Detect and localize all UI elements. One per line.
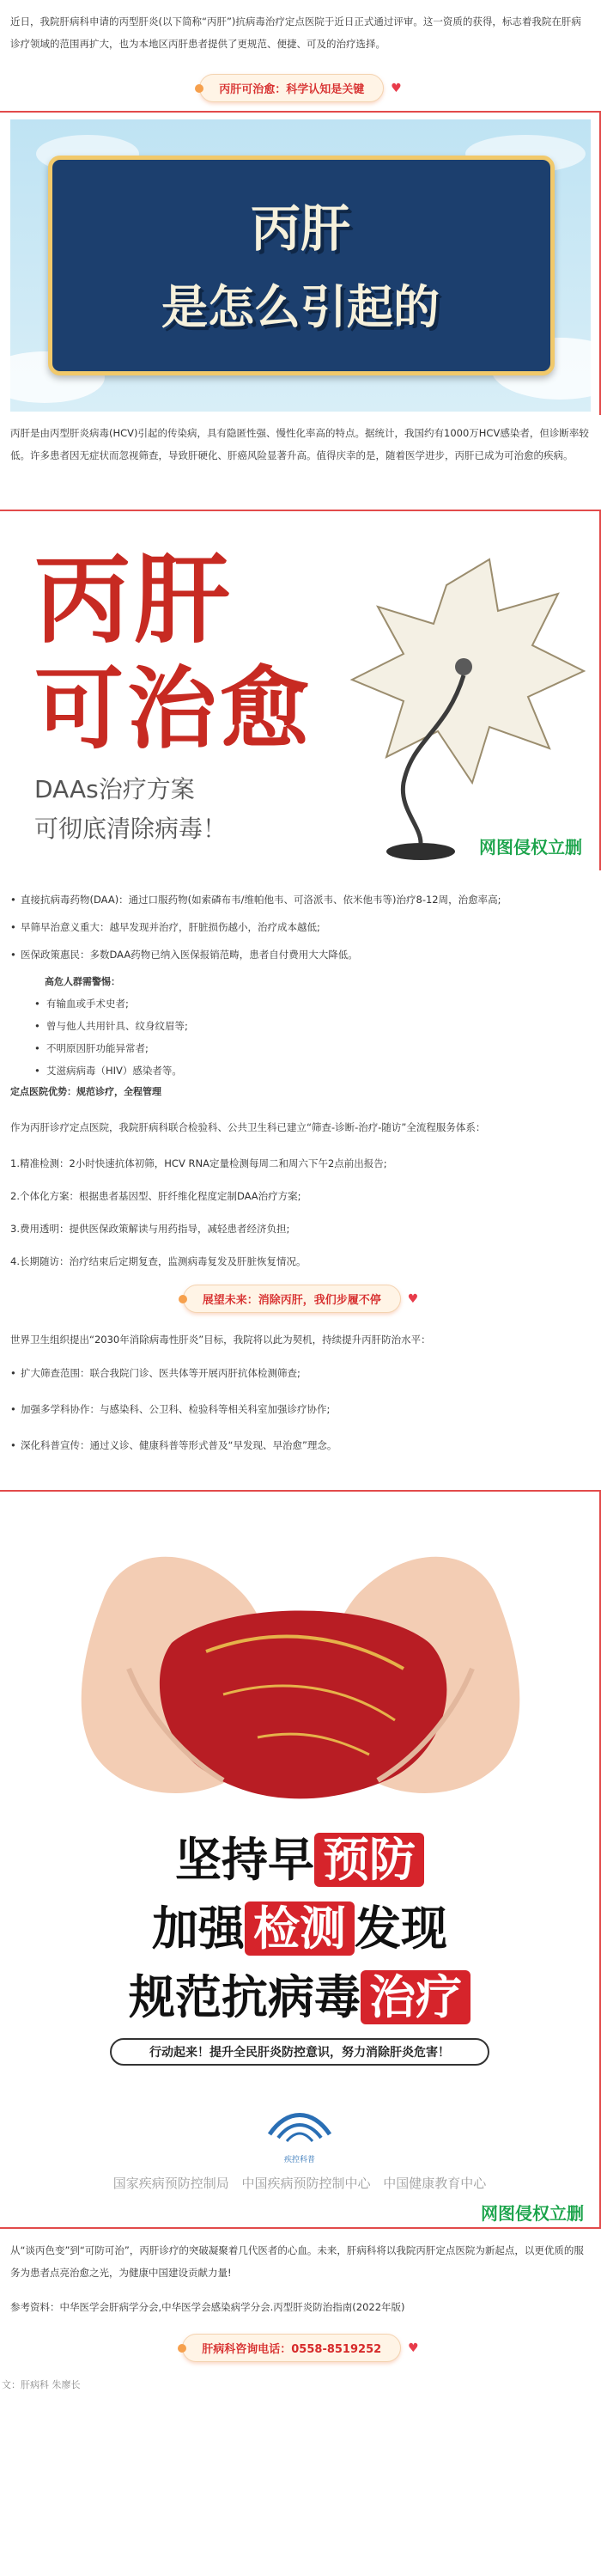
banner-frame-1 xyxy=(0,111,601,415)
phone-pill: 肝病科咨询电话：0558-8519252 xyxy=(182,2334,401,2362)
risk-title: 高危人群需警惕： xyxy=(45,976,120,987)
org-name: 中国疾病预防控制中心 xyxy=(241,2176,371,2191)
heart-icon: ♥ xyxy=(408,2341,419,2355)
hcv-paragraph: 丙肝是由丙型肝炎病毒(HCV)引起的传染病，具有隐匿性强、慢性化率高的特点。据统计，我国约有1000万HCV感染者，但诊断率较低。许多患者因无症状而忽视筛查，导致肝硬化、肝癌风险显著升高。值得庆幸的是，随着医学进步，丙肝已成为可治愈的疾病。 xyxy=(10,427,589,461)
risk-group xyxy=(0,972,601,992)
watermark-text: 网图侵权立删 xyxy=(479,837,582,858)
poster-text: 加强 xyxy=(152,1901,245,1956)
list-item: • 不明原因肝功能异常者; xyxy=(34,1037,601,1059)
list-item: • 艾滋病病毒（HIV）感染者等。 xyxy=(34,1059,601,1082)
numbered-item: 2.个体化方案：根据患者基因型、肝纤维化程度定制DAA治疗方案; xyxy=(10,1190,301,1202)
poster-text: 发现 xyxy=(355,1901,447,1956)
poster-text: 坚持早 xyxy=(175,1833,314,1887)
poster-frame xyxy=(0,1490,601,2229)
reference-line: 参考资料：中华医学会肝病学分会,中华医学会感染病学分会.丙型肝炎防治指南(2022年版) xyxy=(10,2301,405,2313)
poster-line-1 xyxy=(0,1823,599,1889)
hands-liver-icon xyxy=(0,1497,599,1823)
poster-text: 规范抗病毒 xyxy=(129,1970,361,2024)
curable-title-2: 可治愈 xyxy=(34,656,313,761)
advantage-title: 定点医院优势：规范诊疗，全程管理 xyxy=(10,1086,161,1097)
list-item: • 早筛早治意义重大：越早发现并治疗，肝脏损伤越小，治疗成本越低; xyxy=(10,917,591,937)
goal-paragraph: 世界卫生组织提出“2030年消除病毒性肝炎”目标，我院将以此为契机，持续提升丙肝防治水平： xyxy=(10,1334,431,1346)
logo-caption: 疾控科普 xyxy=(283,2156,315,2164)
list-item: • 加强多学科协作：与感染科、公卫科、检验科等相关科室加强诊疗协作; xyxy=(10,1399,591,1419)
intro-paragraph: 近日，我院肝病科申请的丙型肝炎(以下简称“丙肝”)抗病毒治疗定点医院于近日正式通过评审。这一资质的获得，标志着我院在肝病诊疗领域的范围再扩大，也为本地区丙肝患者提供了更规范、便捷、可及的治疗选择。 xyxy=(10,15,581,50)
watermark-text: 网图侵权立删 xyxy=(481,2203,584,2224)
poster-highlight: 治疗 xyxy=(361,1970,470,2024)
list-item: • 有输血或手术史者; xyxy=(34,992,601,1015)
numbered-item: 1.精准检测：2小时快速抗体初筛，HCV RNA定量检测每周二和周六下午2点前出报告; xyxy=(10,1157,387,1169)
heart-icon: ♥ xyxy=(391,81,402,95)
poster-slogan: 行动起来！提升全民肝炎防控意识，努力消除肝炎危害！ xyxy=(110,2038,489,2066)
cdc-logo-icon xyxy=(261,2109,338,2152)
risk-list xyxy=(0,992,601,1082)
list-item: • 深化科普宣传：通过义诊、健康科普等形式普及“早发现、早治愈”理念。 xyxy=(10,1435,591,1456)
tag-pill: 展望未来：消除丙肝，我们步履不停 xyxy=(183,1285,401,1313)
section-tag-1 xyxy=(0,74,601,102)
plan-list xyxy=(0,1363,601,1456)
section-tag-3 xyxy=(0,2334,601,2362)
poster-highlight: 预防 xyxy=(314,1833,424,1887)
numbered-item: 4.长期随访：治疗结束后定期复查，监测病毒复发及肝脏恢复情况。 xyxy=(10,1255,307,1267)
org-name: 中国健康教育中心 xyxy=(383,2176,487,2191)
numbered-item: 3.费用透明：提供医保政策解读与用药指导，减轻患者经济负担; xyxy=(10,1223,290,1235)
heart-icon: ♥ xyxy=(407,1291,419,1306)
banner-hcv-cause xyxy=(10,119,591,412)
tag-pill: 丙肝可治愈：科学认知是关键 xyxy=(199,74,384,102)
org-name: 国家疾病预防控制局 xyxy=(112,2176,229,2191)
treatment-list xyxy=(0,889,601,965)
poster xyxy=(0,1497,599,2227)
org-row xyxy=(0,2174,599,2192)
list-item: • 扩大筛查范围：联合我院门诊、医共体等开展丙肝抗体检测筛查; xyxy=(10,1363,591,1383)
closing-paragraph: 从“谈丙色变”到“可防可治”，丙肝诊疗的突破凝聚着几代医者的心血。未来，肝病科将以我院丙肝定点医院为新起点，以更优质的服务为患者点亮治愈之光，为健康中国建设贡献力量! xyxy=(10,2244,584,2279)
section-tag-2 xyxy=(0,1285,601,1313)
curable-subtitle-2: 可彻底清除病毒！ xyxy=(34,815,228,843)
burst-virus-icon xyxy=(318,525,592,869)
advantage-paragraph: 作为丙肝诊疗定点医院，我院肝病科联合检验科、公共卫生科已建立“筛查-诊断-治疗-随访”全流程服务体系： xyxy=(10,1121,486,1133)
banner-title-2: 是怎么引起的 xyxy=(161,280,440,334)
poster-line-3 xyxy=(0,1961,599,2027)
curable-title-1: 丙肝 xyxy=(34,545,234,656)
banner-curable xyxy=(0,516,599,872)
curable-subtitle-1: DAAs治疗方案 xyxy=(34,775,195,803)
poster-line-2 xyxy=(0,1892,599,1958)
list-item: • 直接抗病毒药物(DAA)：通过口服药物(如索磷布韦/维帕他韦、可洛派韦、依米他韦等)治疗8-12周，治愈率高; xyxy=(10,889,591,910)
list-item: • 曾与他人共用针具、纹身纹眉等; xyxy=(34,1015,601,1037)
poster-highlight: 检测 xyxy=(245,1901,355,1956)
list-item: • 医保政策惠民：多数DAA药物已纳入医保报销范畴，患者自付费用大大降低。 xyxy=(10,944,591,965)
banner-frame-2 xyxy=(0,510,601,870)
banner-title-1: 丙肝 xyxy=(250,199,350,258)
footer-author: 文：肝病科 朱廖长 xyxy=(2,2379,81,2390)
